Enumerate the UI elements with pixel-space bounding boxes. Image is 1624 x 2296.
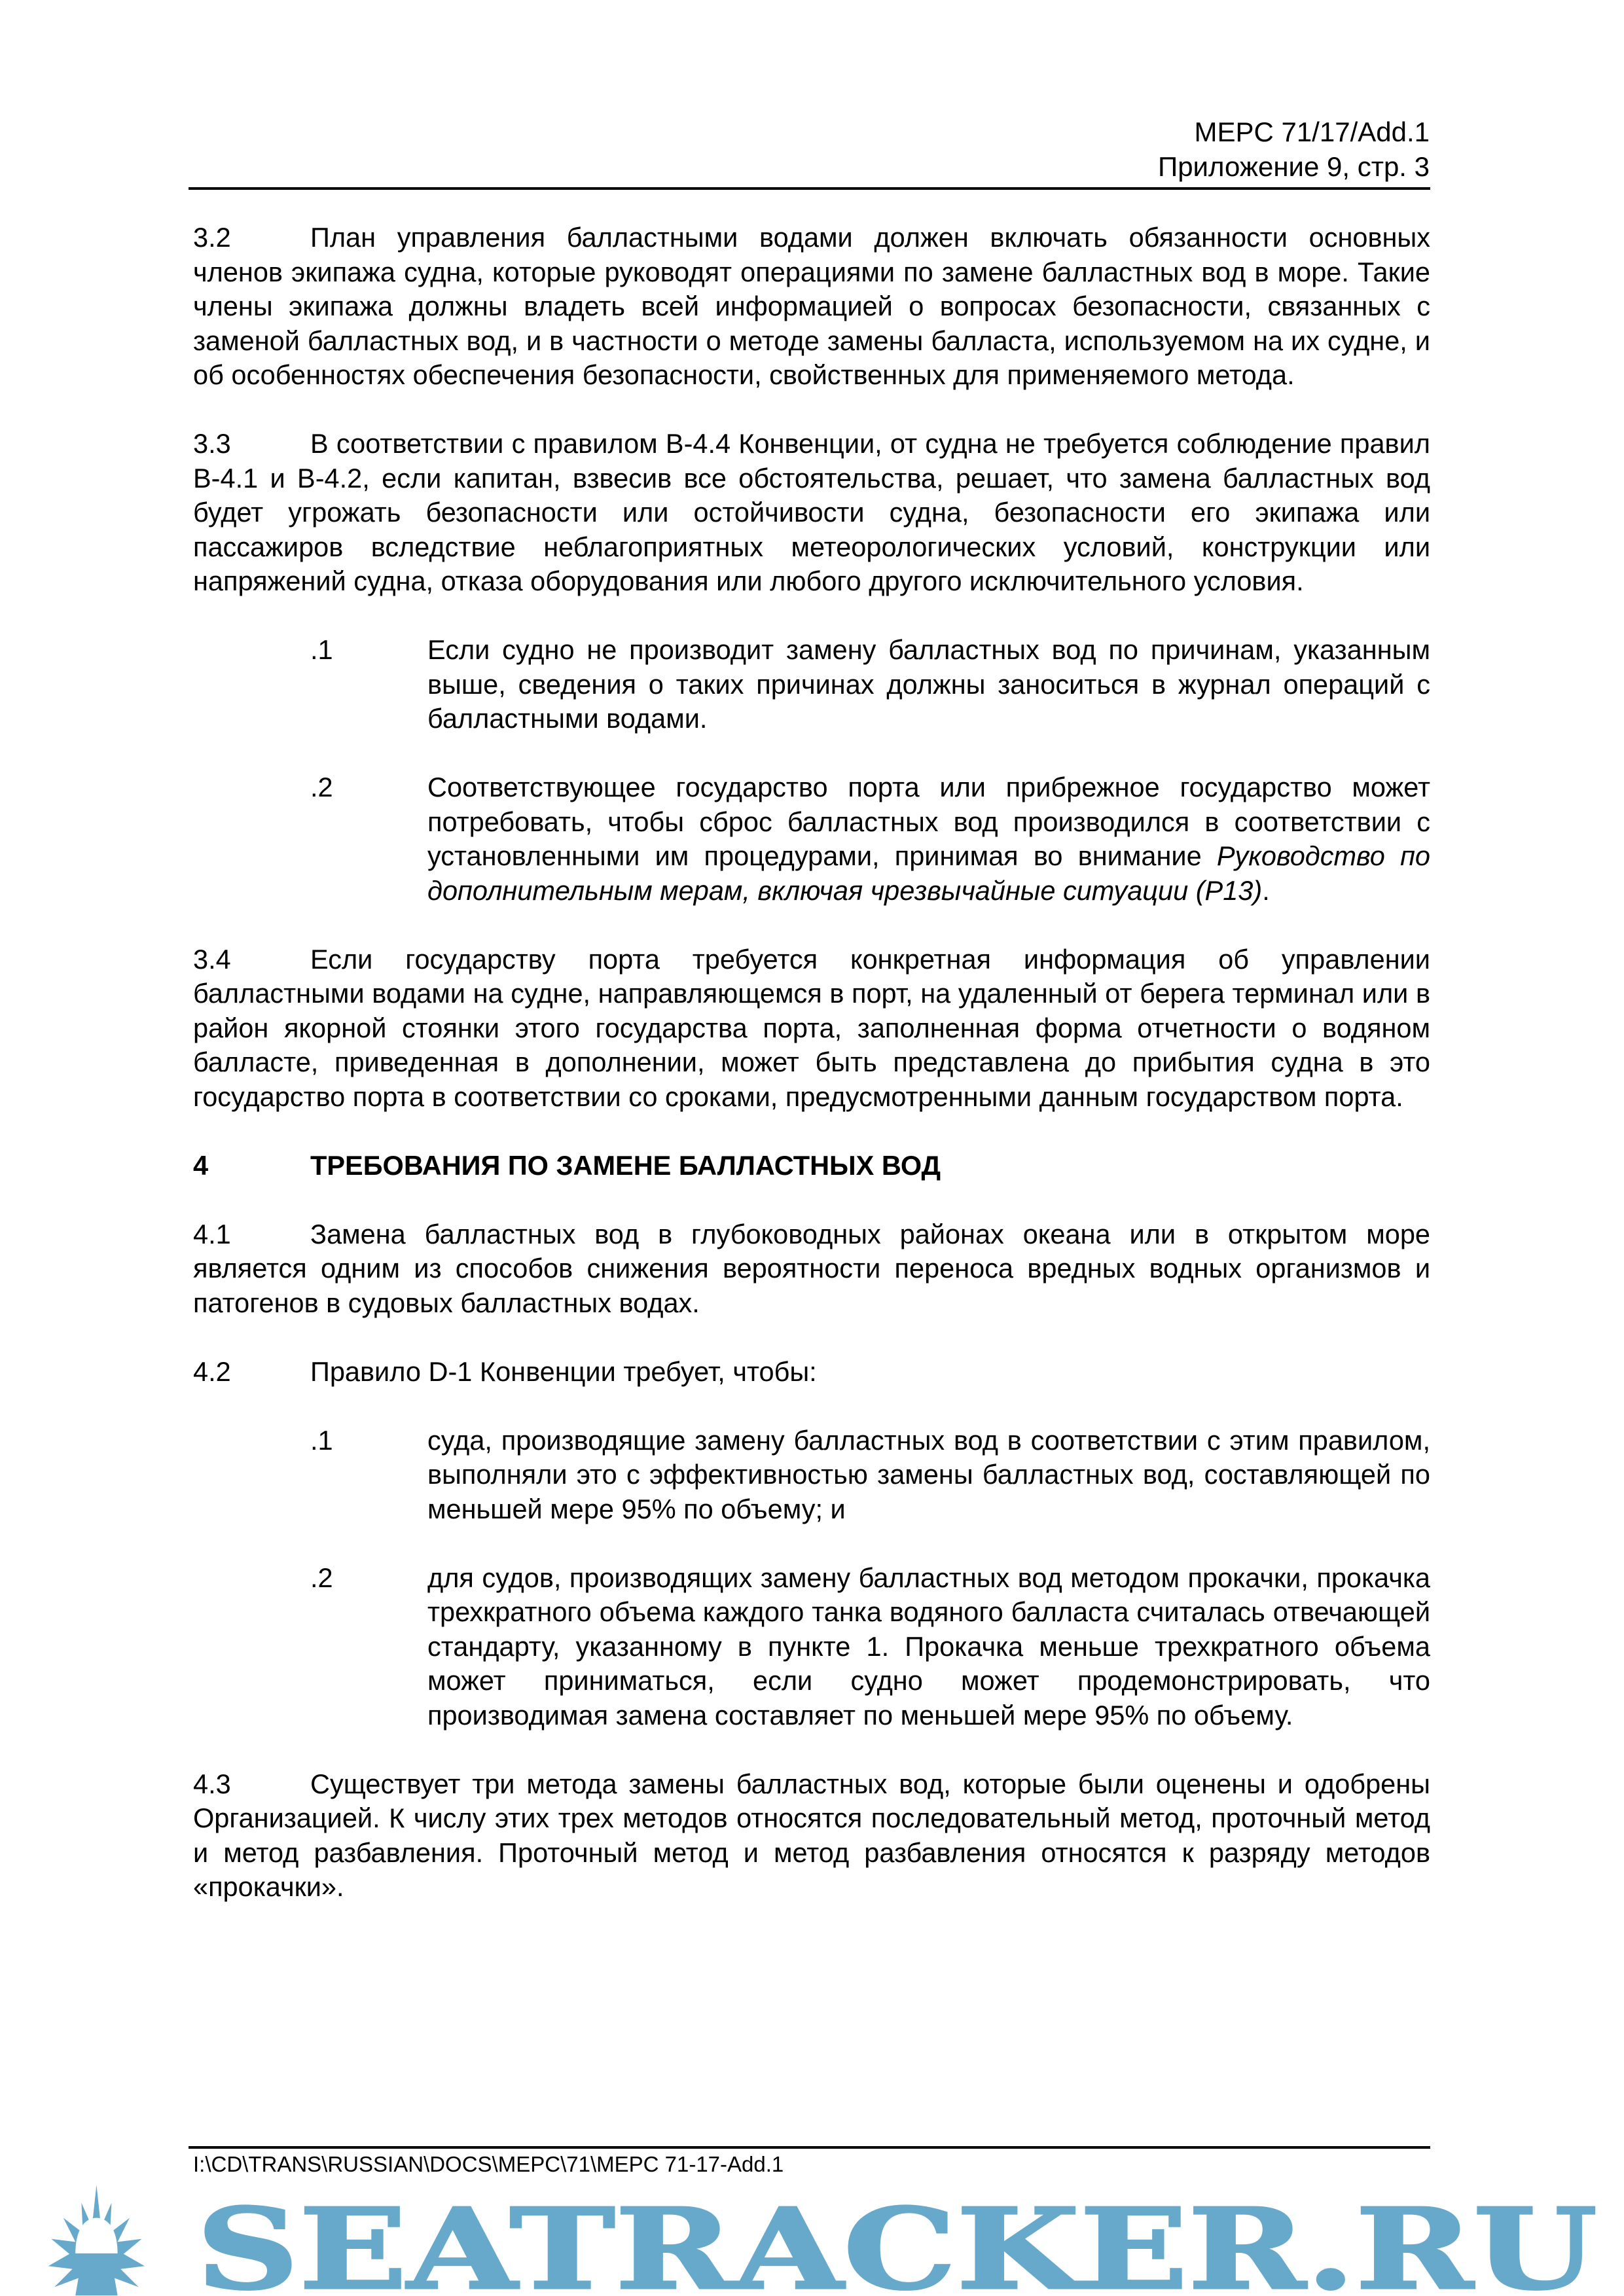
- subparagraph-text: Если судно не производит замену балластных вод по причинам, указанным выше, сведения о таких причинах должны заноситься в журнал операций с балластными водами.: [427, 634, 1430, 734]
- paragraph-3-2: [193, 221, 1430, 393]
- seatracker-watermark: [0, 2185, 1624, 2296]
- paragraph-text: Замена балластных вод в глубоководных районах океана или в открытом море является одним из способов снижения вероятности переноса вредных водных организмов и патогенов в судовых балластных водах.: [193, 1218, 1430, 1318]
- paragraph-number: 3.4: [193, 943, 231, 975]
- watermark-text: SEATRACKER.RU: [196, 2185, 1597, 2296]
- footer-file-path: I:\CD\TRANS\RUSSIAN\DOCS\MEPC\71\MEPC 71-17-Add.1: [193, 2152, 784, 2176]
- sun-logo-icon: [48, 2185, 145, 2295]
- section-number: 4: [193, 1149, 209, 1181]
- paragraph-number: 3.3: [193, 428, 231, 459]
- paragraph-number: 4.1: [193, 1218, 231, 1249]
- paragraph-number: 4.2: [193, 1355, 231, 1387]
- paragraph-4-3: [193, 1767, 1430, 1905]
- footer-rule: [189, 2146, 1430, 2149]
- page-reference: Приложение 9, стр. 3: [1158, 151, 1430, 182]
- document-body: [193, 221, 1430, 1939]
- paragraph-3-3: [193, 427, 1430, 599]
- paragraph-text: В соответствии с правилом В-4.4 Конвенции, от судна не требуется соблюдение правил В-4.1 и В-4.2, если капитан, взвесив все обстоятельства, решает, что замена балластных вод будет угрожать безопасности или остойчивости судна, безопасности его экипажа или пассажиров вследствие неблагоприятных метеорологических условий, конструкции или напряжений судна, отказа оборудования или любого другого исключительного условия.: [193, 428, 1430, 596]
- subparagraph-text: для судов, производящих замену балластных вод методом прокачки, прокачка трехкратного объема каждого танка водяного балласта считалась отвечающей стандарту, указанному в пункте 1. Прокачка меньше трехкратного объема может приниматься, если судно может продемонстрировать, что производимая замена составляет по меньшей мере 95% по объему.: [427, 1562, 1430, 1731]
- paragraph-number: 4.3: [193, 1768, 231, 1799]
- subparagraph-number: .1: [310, 1424, 333, 1456]
- paragraph-number: 3.2: [193, 222, 231, 253]
- paragraph-text: Правило D-1 Конвенции требует, чтобы:: [310, 1355, 817, 1387]
- paragraph-4-1: [193, 1217, 1430, 1321]
- paragraph-4-2: [193, 1355, 1430, 1390]
- subparagraph-text: Соответствующее государство порта или прибрежное государство может потребовать, чтобы сброс балластных вод производился в соответствии с установленными им процедурами, принимая во внимание: [427, 772, 1430, 871]
- paragraph-text: План управления балластными водами должен включать обязанности основных членов экипажа судна, которые руководят операциями по замене балластных вод в море. Такие члены экипажа должны владеть всей информацией о вопросах безопасности, связанных с заменой балластных вод, и в частности о методе замены балласта, используемом на их судне, и об особенностях обеспечения безопасности, свойственных для применяемого метода.: [193, 222, 1430, 390]
- section-heading-4: [193, 1149, 1430, 1183]
- subparagraph-4-2-1: [310, 1424, 1430, 1527]
- subparagraph-end: .: [1262, 874, 1270, 906]
- paragraph-3-4: [193, 942, 1430, 1115]
- subparagraph-number: .2: [310, 772, 333, 802]
- subparagraph-4-2-2: [310, 1561, 1430, 1733]
- section-title: ТРЕБОВАНИЯ ПО ЗАМЕНЕ БАЛЛАСТНЫХ ВОД: [310, 1149, 941, 1181]
- subparagraph-text: суда, производящие замену балластных вод в соответствии с этим правилом, выполняли это с эффективностью замены балластных вод, составляющей по меньшей мере 95% по объему; и: [427, 1424, 1430, 1524]
- subparagraph-3-3-2: [310, 770, 1430, 908]
- subparagraph-number: .2: [310, 1562, 333, 1593]
- guideline-title: Руководство по дополнительным мерам, включая чрезвычайные ситуации (Р13): [427, 840, 1430, 906]
- document-symbol: MEPC 71/17/Add.1: [1194, 117, 1430, 147]
- paragraph-text: Существует три метода замены балластных вод, которые были оценены и одобрены Организацией. К числу этих трех методов относятся последовательный метод, проточный метод и метод разбавления. Проточный метод и метод разбавления относятся к разряду методов «прокачки».: [193, 1768, 1430, 1902]
- page-header: [1158, 115, 1430, 184]
- subparagraph-text-container: [427, 770, 1430, 908]
- subparagraph-number: .1: [310, 634, 333, 665]
- subparagraph-3-3-1: [310, 633, 1430, 736]
- paragraph-text: Если государству порта требуется конкретная информация об управлении балластными водами на судне, направляющемся в порт, на удаленный от берега терминал или в район якорной стоянки этого государства порта, заполненная форма отчетности о водяном балласте, приведенная в дополнении, может быть представлена до прибытия судна в это государство порта в соответствии со сроками, предусмотренными данным государством порта.: [193, 943, 1430, 1112]
- header-rule: [189, 187, 1430, 190]
